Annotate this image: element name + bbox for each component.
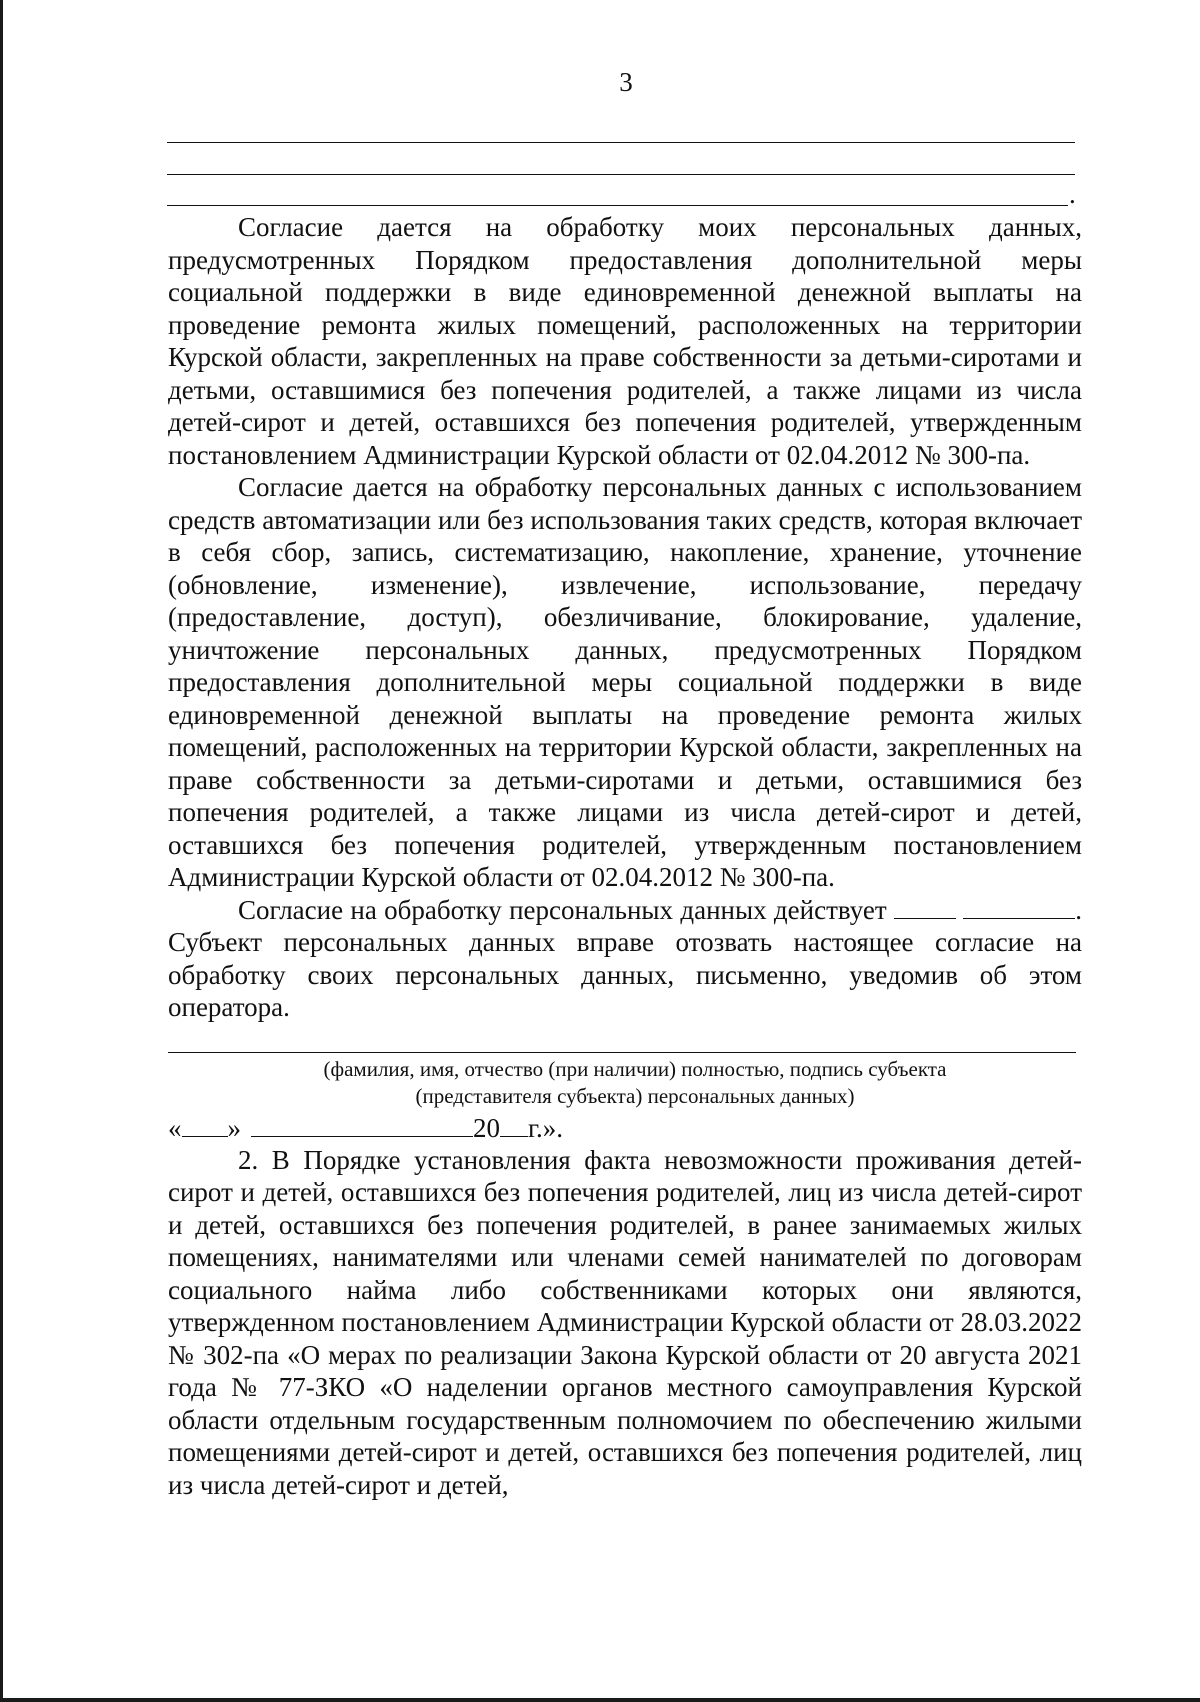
signature-line bbox=[168, 1052, 1076, 1053]
signature-block bbox=[168, 1052, 1082, 1144]
date-suffix: г.». bbox=[528, 1112, 564, 1143]
validity-blank-2 bbox=[963, 898, 1075, 919]
fill-line-end-mark: . bbox=[1069, 179, 1076, 209]
fill-line-2 bbox=[167, 174, 1075, 175]
section-2-paragraph: 2. В Порядке установления факта невозможности проживания детей-сирот и детей, оставшихся без попечения родителей, лиц из числа детей-сирот и детей, оставшихся без попечения родителей, в ранее занимаемых жилых помещениях, нанимателями или членами семей нанимателей по договорам социального найма либо собственниками которых они являются, утвержденном постановлением Администрации Курской области от 28.03.2022 № 302-па «О мерах по реализации Закона Курской области от 20 августа 2021 года № 77-ЗКО «О наделении органов местного самоуправления Курской области отдельным государственным полномочием по обеспечению жилыми помещениями детей-сирот и детей, оставшихся без попечения родителей, лиц из числа детей-сирот и детей, bbox=[168, 1144, 1082, 1500]
fill-line-3 bbox=[167, 205, 1068, 206]
consent-paragraph-1: Согласие дается на обработку моих персональных данных, предусмотренных Порядком предоставления дополнительной меры социальной поддержки в виде единовременной денежной выплаты на проведение ремонта жилых помещений, расположенных на территории Курской области, закрепленных на праве собственности за детьми-сиротами и детьми, оставшимися без попечения родителей, а также лицами из числа детей-сирот и детей, оставшихся без попечения родителей, утвержденным постановлением Администрации Курской области от 02.04.2012 № 300-па. bbox=[168, 212, 1082, 470]
signature-caption-line-2: (представителя субъекта) персональных данных) bbox=[415, 1083, 855, 1108]
consent-paragraph-2: Согласие дается на обработку персональных данных с использованием средств автоматизации или без использования таких средств, которая включает в себя сбор, запись, систематизацию, накопление, хранение, уточнение (обновление, изменение), извлечение, использование, передачу (предоставление, доступ), обезличивание, блокирование, удаление, уничтожение персональных данных, предусмотренных Порядком предоставления дополнительной меры социальной поддержки в виде единовременной денежной выплаты на проведение ремонта жилых помещений, расположенных на территории Курской области, закрепленных на праве собственности за детьми-сиротами и детьми, оставшимися без попечения родителей, а также лицами из числа детей-сирот и детей, оставшихся без попечения родителей, утвержденным постановлением Администрации Курской области от 02.04.2012 № 300-па. bbox=[168, 472, 1082, 892]
date-open-quote: « bbox=[168, 1112, 182, 1143]
consent-revocation-text: . Субъект персональных данных вправе отозвать настоящее согласие на обработку своих персональных данных, письменно, уведомив об этом оператора. bbox=[168, 894, 1083, 1022]
validity-blank-1 bbox=[894, 898, 956, 919]
date-month-blank bbox=[251, 1114, 473, 1137]
consent-validity-text: Согласие на обработку персональных данных действует bbox=[238, 894, 887, 925]
date-close-quote: » bbox=[227, 1112, 241, 1143]
consent-paragraph-3 bbox=[168, 894, 1082, 1024]
date-day-blank bbox=[182, 1114, 228, 1137]
date-year-blank bbox=[500, 1114, 528, 1137]
scan-bottom-edge bbox=[0, 1698, 1200, 1702]
date-year-prefix: 20 bbox=[473, 1112, 500, 1143]
signature-caption-line-1: (фамилия, имя, отчество (при наличии) полностью, подпись субъекта bbox=[323, 1056, 947, 1081]
signature-date-line bbox=[168, 1112, 1082, 1144]
page-number: 3 bbox=[619, 67, 633, 97]
fill-line-1 bbox=[167, 142, 1075, 143]
scan-left-edge bbox=[0, 0, 3, 1702]
document-body bbox=[168, 211, 1082, 1501]
